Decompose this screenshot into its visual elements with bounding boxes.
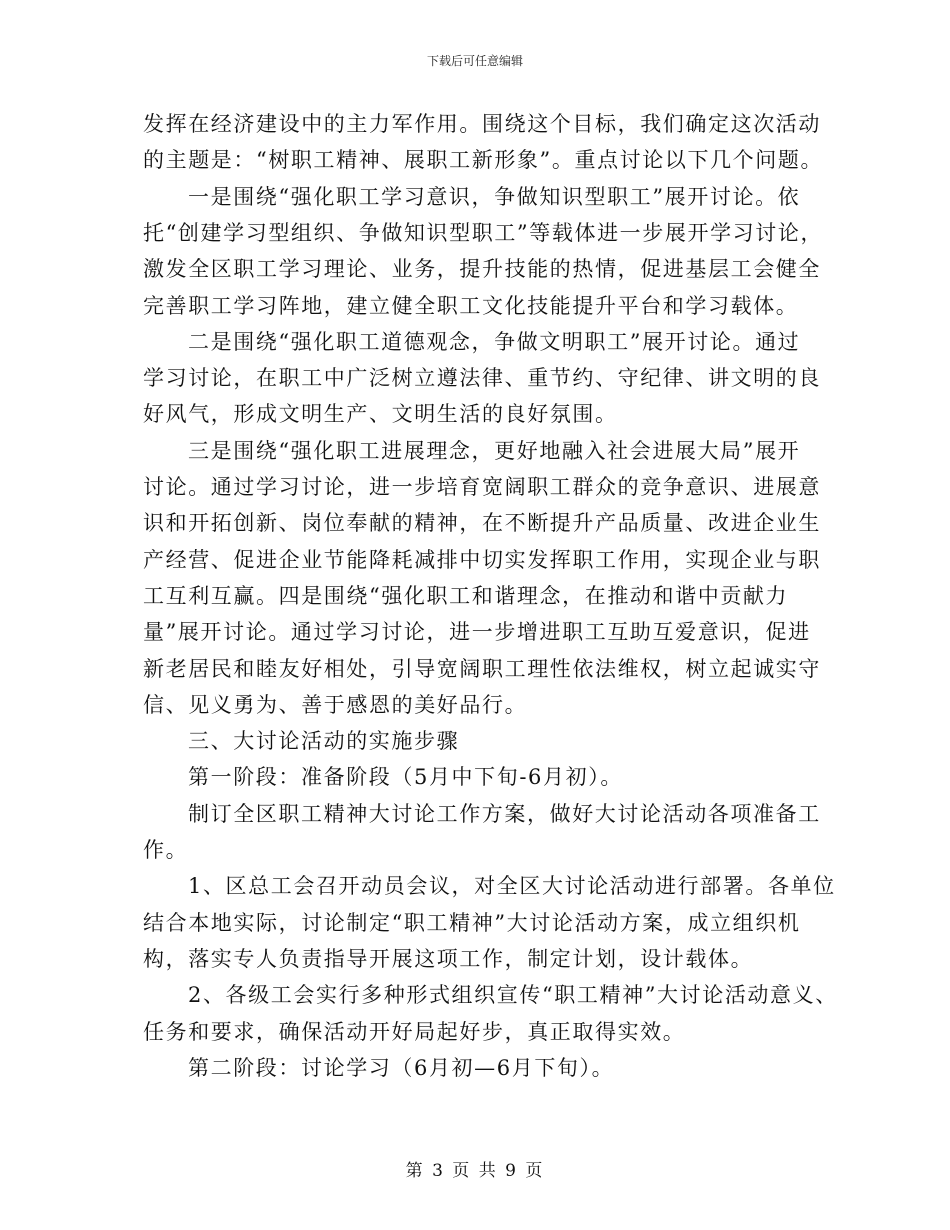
text-line: 构，落实专人负责指导开展这项工作，制定计划，设计载体。 (143, 946, 754, 971)
text-line: 1、区总工会召开动员会议，对全区大讨论活动进行部署。各单位 (188, 874, 836, 899)
text-line: 新老居民和睦友好相处，引导宽阔职工理性依法维权，树立起诚实守 (143, 656, 821, 681)
text-line: 任务和要求，确保活动开好局起好步，真正取得实效。 (143, 1019, 686, 1044)
text-line: 识和开拓创新、岗位奉献的精神，在不断提升产品质量、改进企业生 (143, 511, 821, 536)
text-line: 产经营、促进企业节能降耗减排中切实发挥职工作用，实现企业与职 (143, 547, 821, 572)
text-line: 讨论。通过学习讨论，进一步培育宽阔职工群众的竞争意识、进展意 (143, 475, 821, 499)
text-line: 信、见义勇为、善于感恩的美好品行。 (143, 692, 528, 717)
text-line: 一是围绕“强化职工学习意识，争做知识型职工”展开讨论。依 (188, 184, 801, 209)
text-line: 第一阶段：准备阶段（5月中下旬-6月初）。 (188, 765, 623, 790)
text-line: 结合本地实际，讨论制定“职工精神”大讨论活动方案，成立组织机 (143, 910, 801, 935)
page-header: 下载后可任意编辑 (426, 54, 523, 68)
text-line: 三是围绕“强化职工进展理念，更好地融入社会进展大局”展开 (188, 438, 801, 463)
text-line: 完善职工学习阵地，建立健全职工文化技能提升平台和学习载体。 (143, 293, 799, 318)
text-line: 好风气，形成文明生产、文明生活的良好氛围。 (143, 402, 618, 427)
text-line: 量”展开讨论。通过学习讨论，进一步增进职工互助互爱意识，促进 (143, 620, 811, 645)
text-line: 二是围绕“强化职工道德观念，争做文明职工”展开讨论。通过 (188, 329, 801, 354)
text-line: 制订全区职工精神大讨论工作方案，做好大讨论活动各项准备工 (188, 801, 821, 826)
text-line: 的主题是：“树职工精神、展职工新形象”。重点讨论以下几个问题。 (143, 148, 824, 173)
page-footer: 第 3 页 共 9 页 (405, 1161, 545, 1181)
text-line: 工互利互赢。四是围绕“强化职工和谐理念，在推动和谐中贡献力 (143, 583, 789, 608)
text-line: 2、各级工会实行多种形式组织宣传“职工精神”大讨论活动意义、 (188, 983, 838, 1008)
text-line: 激发全区职工学习理论、业务，提升技能的热情，促进基层工会健全 (143, 257, 821, 282)
text-line: 作。 (143, 838, 189, 862)
text-line: 第二阶段：讨论学习（6月初—6月下旬）。 (188, 1055, 615, 1080)
text-line: 发挥在经济建设中的主力军作用。围绕这个目标，我们确定这次活动 (143, 112, 821, 136)
text-line: 三、大讨论活动的实施步骤 (188, 729, 460, 754)
text-line: 托“创建学习型组织、争做知识型职工”等载体进一步展开学习讨论， (143, 220, 824, 245)
text-line: 学习讨论，在职工中广泛树立遵法律、重节约、守纪律、讲文明的良 (143, 366, 821, 391)
